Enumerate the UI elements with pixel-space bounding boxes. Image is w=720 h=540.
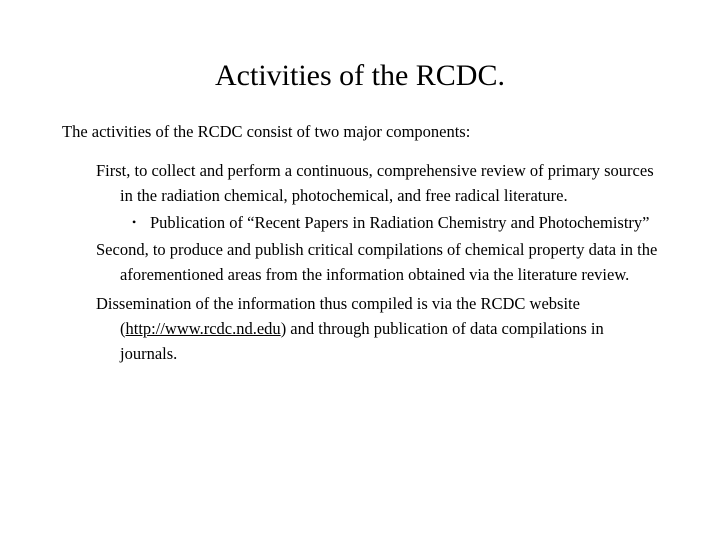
publication-bullet-text: Publication of “Recent Papers in Radiation Chemistry and Photochemistry” bbox=[150, 213, 650, 232]
dissemination-text-after-link: ) and through publication of data compilations in journals. bbox=[120, 319, 604, 363]
publication-bullet-item bbox=[132, 212, 662, 233]
intro-paragraph: The activities of the RCDC consist of two major components: bbox=[62, 122, 471, 141]
rcdc-website-link[interactable]: http://www.rcdc.nd.edu bbox=[125, 319, 281, 338]
dissemination-text-before-link: Dissemination of the information thus compiled is via the RCDC website ( bbox=[96, 294, 580, 338]
dissemination-paragraph bbox=[96, 291, 662, 366]
bullet-icon: • bbox=[132, 215, 137, 229]
first-component-paragraph: First, to collect and perform a continuous, comprehensive review of primary sources in the radiation chemical, photochemical, and free radical literature. bbox=[96, 161, 654, 205]
second-component-paragraph: Second, to produce and publish critical compilations of chemical property data in the aforementioned areas from the information obtained via the literature review. bbox=[96, 240, 658, 284]
slide-body bbox=[62, 119, 662, 370]
slide-title: Activities of the RCDC. bbox=[215, 59, 505, 92]
